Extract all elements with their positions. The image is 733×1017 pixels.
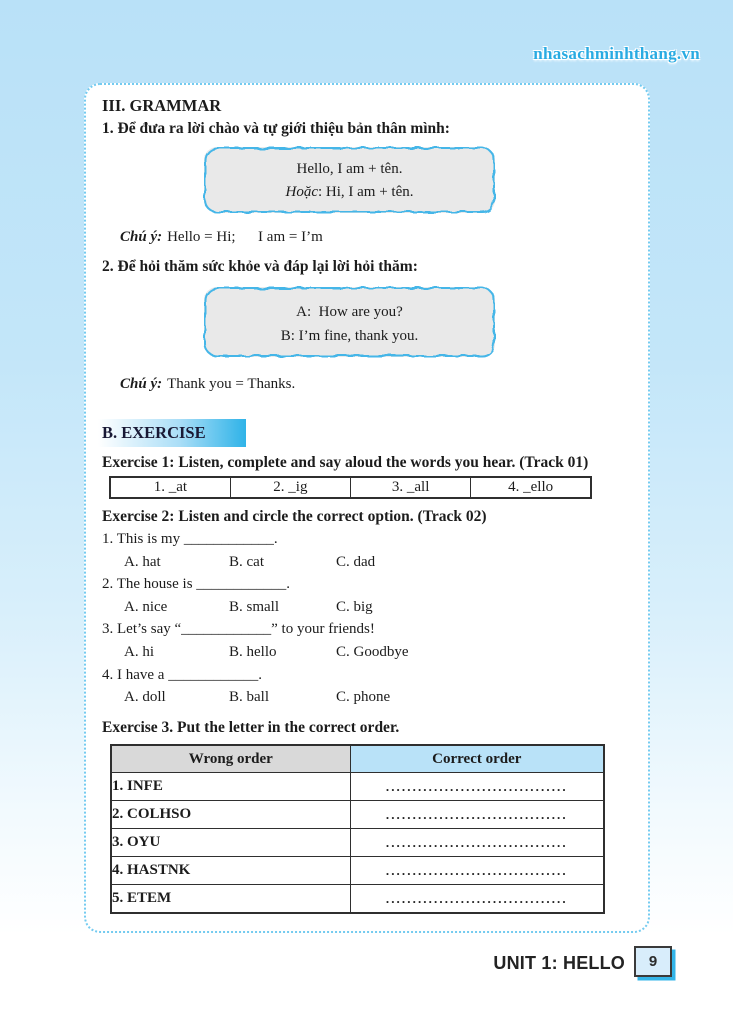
- exercise2-title: Exercise 2: Listen and circle the correct option. (Track 02): [102, 508, 487, 525]
- column-header-correct-order: Correct order: [350, 745, 604, 773]
- exercise3-order-table: [110, 744, 605, 914]
- question-stem: 2. The house is ____________.: [102, 576, 291, 593]
- note-text: Thank you = Thanks.: [167, 376, 296, 392]
- exercise-section-heading: B. EXERCISE: [98, 419, 246, 447]
- page-number: 9: [648, 953, 658, 970]
- answer-dotted-line: ..................................: [350, 801, 604, 829]
- table-row: [111, 857, 604, 885]
- note-label: Chú ý:: [120, 376, 163, 392]
- table-header-row: [111, 745, 604, 773]
- question-options: [102, 551, 624, 574]
- grammar-formula-box-greeting: [204, 147, 495, 213]
- question-options: [102, 686, 624, 709]
- content-card: [84, 83, 650, 933]
- grammar-note-1: [120, 226, 624, 248]
- wrong-order-cell: 4. HASTNK: [111, 857, 350, 885]
- answer-dotted-line: ..................................: [350, 857, 604, 885]
- answer-dotted-line: ..................................: [350, 885, 604, 913]
- watermark-site-name[interactable]: nhasachminhthang.vn: [533, 44, 700, 63]
- answer-dotted-line: ..................................: [350, 829, 604, 857]
- wrong-order-cell: 1. INFE: [111, 773, 350, 801]
- option: A. hat: [124, 553, 161, 570]
- option: C. dad: [336, 553, 376, 570]
- table-row: [111, 801, 604, 829]
- column-header-wrong-order: Wrong order: [111, 745, 350, 773]
- exercise1-cell: 2. _ig: [230, 477, 350, 498]
- table-row: [110, 477, 591, 498]
- note-label: Chú ý:: [120, 229, 163, 245]
- exercise1-cell: 3. _all: [351, 477, 471, 498]
- exercise3-title: Exercise 3. Put the letter in the correct order.: [102, 718, 400, 736]
- grammar-formula-box-howareyou: [204, 287, 495, 357]
- grammar-point2-title: 2. Để hỏi thăm sức khỏe và đáp lại lời hỏi thăm:: [102, 258, 418, 275]
- answer-dotted-line: ..................................: [350, 773, 604, 801]
- formula-line: Hello, I am + tên.: [296, 161, 403, 177]
- exercise1-words-table: [109, 476, 592, 499]
- grammar-note-2: [120, 373, 624, 395]
- wrong-order-cell: 5. ETEM: [111, 885, 350, 913]
- formula-line: Hoặc: Hi, I am + tên.: [285, 184, 414, 200]
- table-row: [111, 885, 604, 913]
- formula-line: B: I’m fine, thank you.: [280, 328, 419, 344]
- option: C. phone: [336, 689, 391, 706]
- note-text: Hello = Hi; I am = I’m: [167, 229, 323, 245]
- grammar-section-heading: III. GRAMMAR: [102, 96, 222, 115]
- option: A. doll: [124, 689, 166, 706]
- exercise1-title: Exercise 1: Listen, complete and say aloud the words you hear. (Track 01): [102, 454, 589, 471]
- table-row: [111, 829, 604, 857]
- wrong-order-cell: 2. COLHSO: [111, 801, 350, 829]
- grammar-point1-title: 1. Để đưa ra lời chào và tự giới thiệu bản thân mình:: [102, 120, 450, 137]
- question-stem: 4. I have a ____________.: [102, 666, 262, 683]
- option: A. hi: [124, 643, 154, 660]
- exercise1-cell: 1. _at: [110, 477, 230, 498]
- formula-line: A: How are you?: [296, 304, 403, 320]
- exercise2-questions: [102, 528, 624, 709]
- question-stem: 1. This is my ____________.: [102, 531, 278, 547]
- question-stem: 3. Let’s say “____________” to your friends!: [102, 621, 375, 638]
- option: B. cat: [229, 553, 264, 570]
- option: A. nice: [124, 598, 168, 615]
- table-row: [111, 773, 604, 801]
- question-options: [102, 596, 624, 619]
- option: B. hello: [229, 643, 277, 660]
- option: C. Goodbye: [336, 643, 409, 660]
- wrong-order-cell: 3. OYU: [111, 829, 350, 857]
- unit-footer-label: UNIT 1: HELLO: [493, 953, 625, 973]
- question-options: [102, 641, 624, 664]
- exercise1-cell: 4. _ello: [471, 477, 591, 498]
- option: B. small: [229, 598, 280, 615]
- page-number-badge: [634, 946, 672, 977]
- option: C. big: [336, 598, 373, 615]
- option: B. ball: [229, 689, 269, 706]
